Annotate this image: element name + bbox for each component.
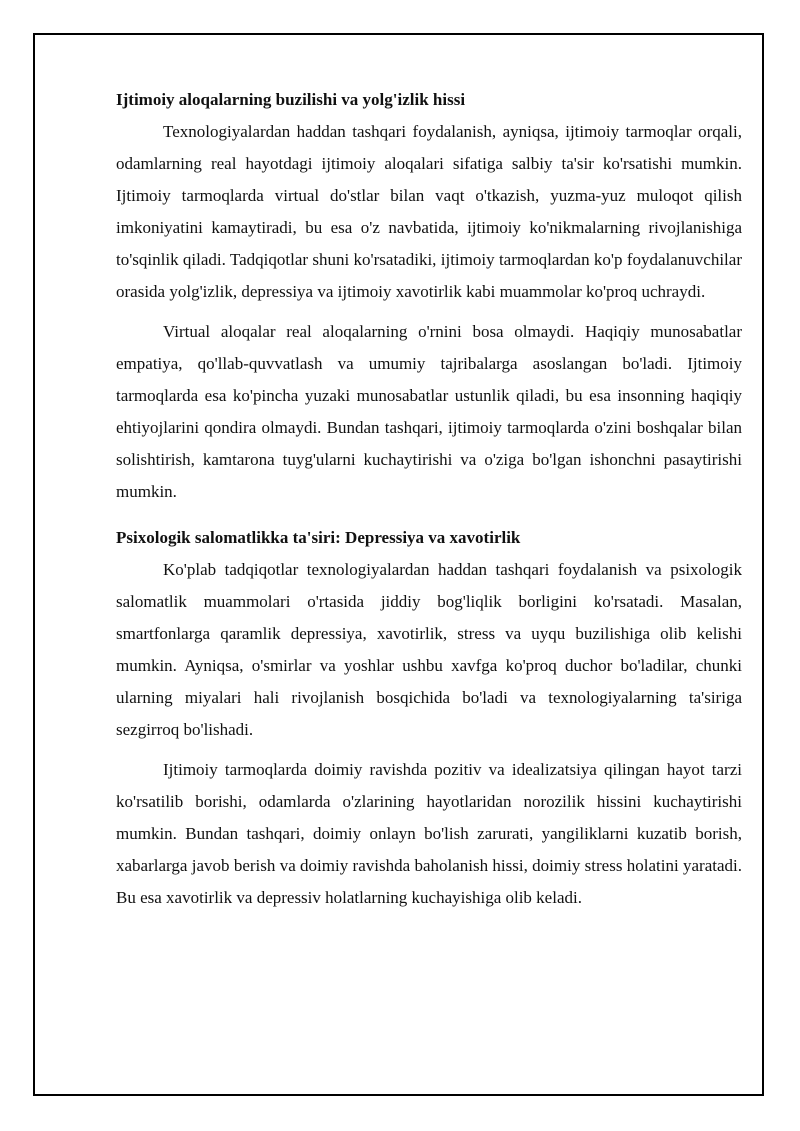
paragraph: Texnologiyalardan haddan tashqari foydalanish, ayniqsa, ijtimoiy tarmoqlar orqali, odamlarning real hayotdagi ijtimoiy aloqalari sifatiga salbiy ta'sir ko'rsatishi mumkin. Ijtimoiy tarmoqlarda virtual do'stlar bilan vaqt o'tkazish, yuzma-yuz muloqot qilish imkoniyatini kamaytiradi, bu esa o'z navbatida, ijtimoiy ko'nikmalarning rivojlanishiga to'sqinlik qiladi. Tadqiqotlar shuni ko'rsatadiki, ijtimoiy tarmoqlardan ko'p foydalanuvchilar orasida yolg'izlik, depressiya va ijtimoiy xavotirlik kabi muammolar ko'proq uchraydi. [116, 122, 742, 301]
section-social-connections [116, 84, 742, 508]
document-body [116, 84, 742, 922]
paragraph: Virtual aloqalar real aloqalarning o'rnini bosa olmaydi. Haqiqiy munosabatlar empatiya, qo'llab-quvvatlash va umumiy tajribalarga asoslangan bo'ladi. Ijtimoiy tarmoqlarda esa ko'pincha yuzaki munosabatlar ustunlik qiladi, bu esa insonning haqiqiy ehtiyojlarini qondira olmaydi. Bundan tashqari, ijtimoiy tarmoqlarda o'zini boshqalar bilan solishtirish, kamtarona tuyg'ularni kuchaytirishi va o'ziga bo'lgan ishonchni pasaytirishi mumkin. [116, 322, 742, 501]
section-psychological-health [116, 522, 742, 914]
section-heading: Psixologik salomatlikka ta'siri: Depressiya va xavotirlik [116, 528, 521, 547]
section-heading: Ijtimoiy aloqalarning buzilishi va yolg'izlik hissi [116, 90, 466, 109]
paragraph: Ijtimoiy tarmoqlarda doimiy ravishda pozitiv va idealizatsiya qilingan hayot tarzi ko'rsatilib borishi, odamlarda o'zlarining hayotlaridan norozilik hissini kuchaytirishi mumkin. Bundan tashqari, doimiy onlayn bo'lish zarurati, yangiliklarni kuzatib borish, xabarlarga javob berish va doimiy ravishda baholanish hissi, doimiy stress holatini yaratadi. Bu esa xavotirlik va depressiv holatlarning kuchayishiga olib keladi. [116, 760, 742, 907]
paragraph: Ko'plab tadqiqotlar texnologiyalardan haddan tashqari foydalanish va psixologik salomatlik muammolari o'rtasida jiddiy bog'liqlik borligini ko'rsatadi. Masalan, smartfonlarga qaramlik depressiya, xavotirlik, stress va uyqu buzilishiga olib kelishi mumkin. Ayniqsa, o'smirlar va yoshlar ushbu xavfga ko'proq duchor bo'ladilar, chunki ularning miyalari hali rivojlanish bosqichida bo'ladi va texnologiyalarning ta'siriga sezgirroq bo'lishadi. [116, 560, 742, 739]
